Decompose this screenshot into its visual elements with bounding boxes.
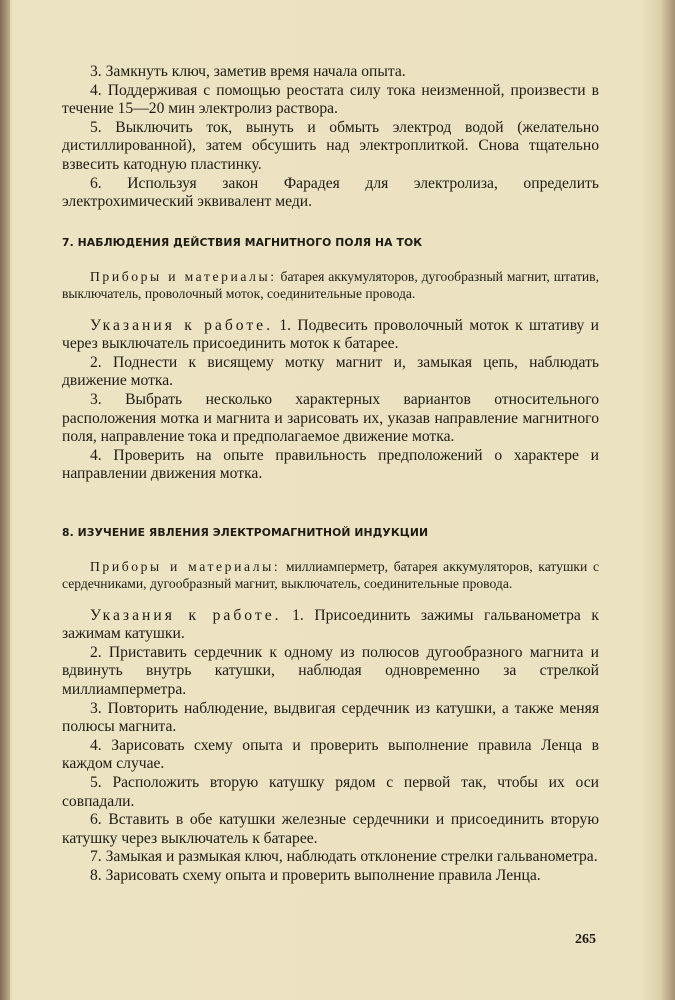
page-number: 265 (575, 932, 596, 947)
section-8-materials (62, 559, 599, 592)
section-7-title: 7. НАБЛЮДЕНИЯ ДЕЙСТВИЯ МАГНИТНОГО ПОЛЯ НА ТОК (62, 235, 423, 249)
section-8-item-1-text: 1. Присоединить зажимы гальванометра к зажимам катушки. (62, 606, 599, 643)
section-7-materials (62, 269, 599, 302)
intro-item-3: 3. Замкнуть ключ, заметив время начала опыта. (90, 63, 406, 80)
section-8-item-2: 2. Приставить сердечник к одному из полюсов дугообразного магнита и вдвинуть внутрь катушки, наблюдая одновременно за стрелкой миллиамперметра. (62, 643, 599, 699)
section-7-item-2: 2. Поднести к висящему мотку магнит и, замыкая цепь, наблюдать движение мотка. (62, 353, 599, 390)
intro-item-6: 6. Используя закон Фарадея для электролиза, определить электрохимический эквивалент меди. (62, 174, 599, 211)
intro-item-4: 4. Поддерживая с помощью реостата силу тока неизменной, произвести в течение 15—20 мин электролиз раствора. (62, 81, 599, 118)
section-8-item-3: 3. Повторить наблюдение, выдвигая сердечник из катушки, а также меняя полюсы магнита. (62, 699, 599, 736)
section-7-materials-text: батарея аккумуляторов, дугообразный магнит, штатив, выключатель, проволочный моток, соединительные провода. (62, 269, 599, 301)
section-8-item-7: 7. Замыкая и размыкая ключ, наблюдать отклонение стрелки гальванометра. (90, 848, 598, 866)
section-8-item-6: 6. Вставить в обе катушки железные сердечники и присоединить вторую катушку через выключатель к батарее. (62, 811, 599, 847)
section-7-item-4: 4. Проверить на опыте правильность предположений о характере и направлении движения мотка. (62, 446, 599, 483)
section-8-instructions-label: Указания к работе. (90, 606, 282, 624)
section-7-item-3: 3. Выбрать несколько характерных вариантов относительного расположения мотка и магнита и зарисовать их, указав направление магнитного поля, направление тока и предполагаемое движение мотка. (62, 390, 599, 446)
section-8-item-5: 5. Расположить вторую катушку рядом с первой так, чтобы их оси совпадали. (62, 774, 599, 810)
section-8-item-1 (62, 607, 599, 644)
book-spine-shadow (0, 0, 10, 1000)
section-8-materials-label: Приборы и материалы: (90, 559, 281, 575)
section-8-materials-text: миллиамперметр, батарея аккумуляторов, катушки с сердечниками, дугообразный магнит, выключатель, соединительные провода. (62, 559, 599, 592)
section-7-instructions-label: Указания к работе. (90, 316, 273, 334)
section-7-materials-label: Приборы и материалы: (90, 269, 277, 285)
section-7-item-1 (62, 317, 599, 354)
section-8-title: 8. ИЗУЧЕНИЕ ЯВЛЕНИЯ ЭЛЕКТРОМАГНИТНОЙ ИНДУКЦИИ (62, 525, 429, 539)
page-text (62, 63, 599, 886)
section-8-item-4: 4. Зарисовать схему опыта и проверить выполнение правила Ленца в каждом случае. (62, 736, 599, 773)
section-8-item-8: 8. Зарисовать схему опыта и проверить выполнение правила Ленца. (90, 866, 541, 884)
intro-item-5: 5. Выключить ток, вынуть и обмыть электрод водой (желательно дистиллированной), затем обсушить над электроплиткой. Снова тщательно взвесить катодную пластинку. (62, 118, 599, 173)
spacer (62, 484, 599, 502)
section-7-item-1-text: 1. Подвесить проволочный моток к штативу и через выключатель присоединить моток к батарее. (62, 316, 599, 353)
